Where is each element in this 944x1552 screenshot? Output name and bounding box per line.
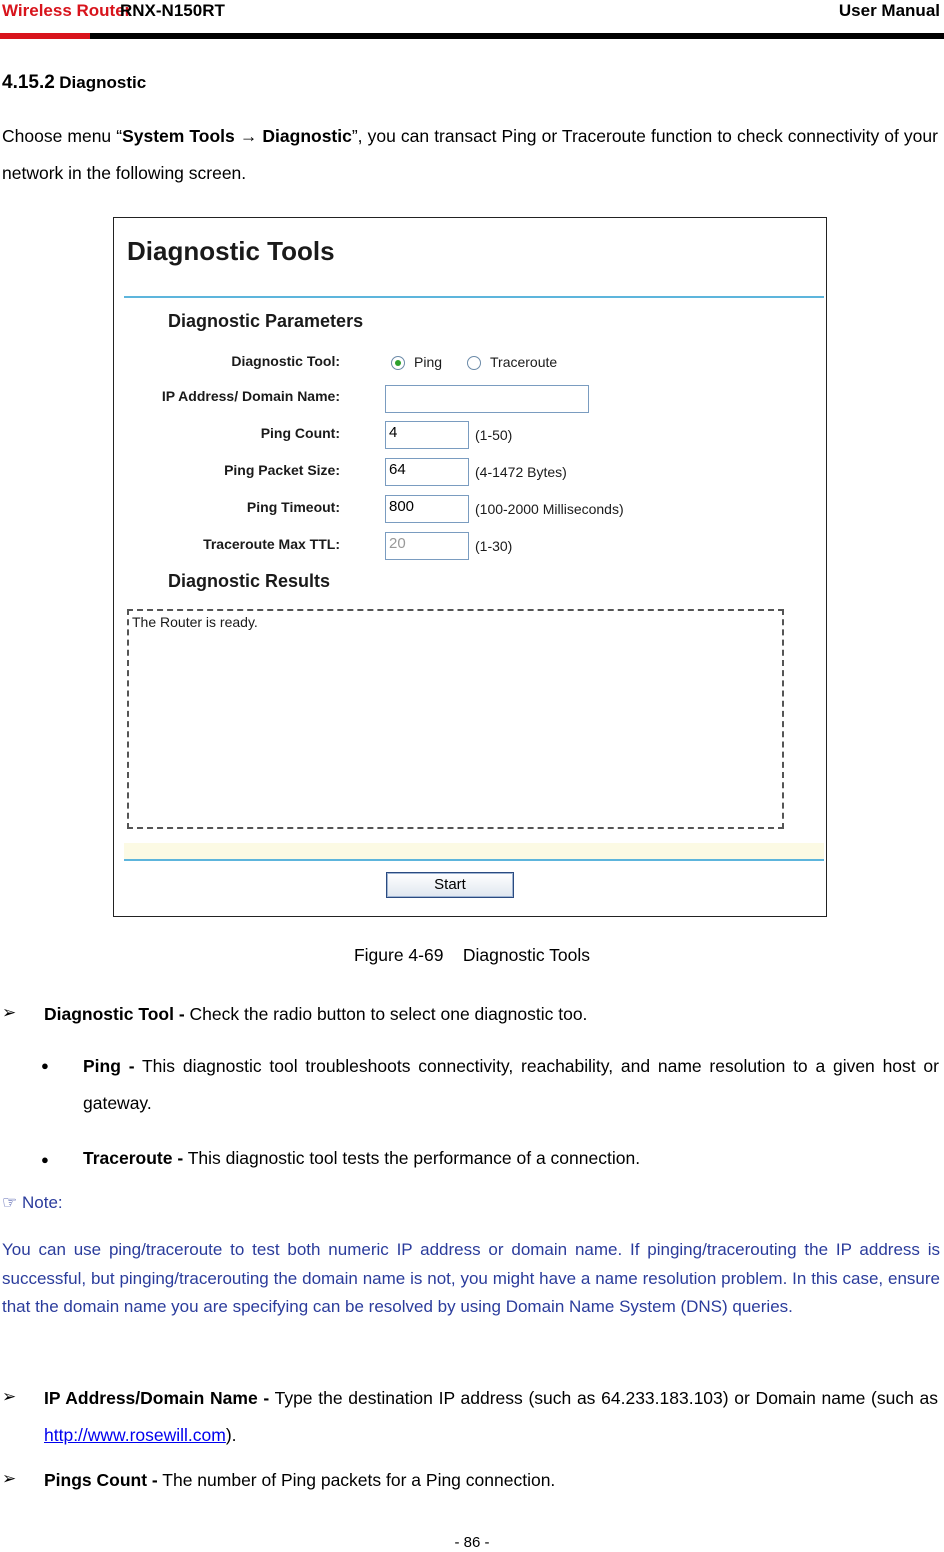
arrow-bullet-icon: ➢ (2, 1469, 17, 1488)
dot-bullet-icon: ● (41, 1058, 49, 1073)
intro-menu-path: System Tools → Diagnostic (122, 126, 352, 146)
item-ip-address (44, 1380, 938, 1454)
header-manual: User Manual (838, 1, 940, 20)
item-pings-count (44, 1462, 938, 1499)
header-model: RNX-N150RT (120, 1, 225, 20)
intro-paragraph (2, 118, 938, 192)
size-hint: (4-1472 Bytes) (475, 464, 567, 480)
header-rule-black (90, 33, 944, 39)
radio-ping[interactable] (391, 356, 405, 370)
diagnostic-tools-screenshot (113, 217, 827, 917)
page-header (0, 0, 944, 40)
item-traceroute (83, 1140, 939, 1177)
figure-bottom-rule (124, 859, 824, 861)
count-input[interactable]: 4 (385, 421, 469, 449)
params-heading: Diagnostic Parameters (168, 311, 364, 331)
tool-label: Diagnostic Tool: (231, 353, 340, 369)
item-count-text: The number of Ping packets for a Ping connection. (157, 1470, 556, 1490)
figure-caption: Figure 4-69 Diagnostic Tools (353, 945, 591, 965)
item-ip-text: Type the destination IP address (such as 64.233.183.103) or Domain name (such as (269, 1388, 938, 1408)
ip-label: IP Address/ Domain Name: (161, 388, 340, 404)
ip-input[interactable] (385, 385, 589, 413)
results-box (127, 609, 784, 829)
rosewill-link[interactable]: http://www.rosewill.com (44, 1425, 226, 1445)
item-diagnostic-tool (44, 996, 938, 1033)
arrow-bullet-icon: ➢ (2, 1003, 17, 1022)
item-traceroute-text: This diagnostic tool tests the performance of a connection. (183, 1148, 641, 1168)
results-heading: Diagnostic Results (168, 571, 331, 591)
ttl-input[interactable]: 20 (385, 532, 469, 560)
page-number: - 86 - (454, 1534, 490, 1551)
item-ip-end: ). (225, 1425, 237, 1445)
size-input[interactable]: 64 (385, 458, 469, 486)
arrow-bullet-icon: ➢ (2, 1387, 17, 1406)
timeout-input[interactable]: 800 (385, 495, 469, 523)
header-rule-red (0, 33, 90, 39)
item-count-bold: Pings Count - (44, 1470, 158, 1490)
timeout-hint: (100-2000 Milliseconds) (475, 501, 624, 517)
item-ping-text: This diagnostic tool troubleshoots connectivity, reachability, and name resolution to a given host or gateway. (83, 1056, 939, 1113)
size-label: Ping Packet Size: (224, 462, 340, 478)
intro-text-1: Choose menu “ (2, 126, 123, 146)
radio-traceroute[interactable] (467, 356, 481, 370)
section-name: Diagnostic (59, 73, 147, 92)
item-ip-bold: IP Address/Domain Name - (44, 1388, 270, 1408)
note-text: You can use ping/traceroute to test both numeric IP address or domain name. If pinging/tracerouting the IP address is successful, but pinging/tracerouting the domain name is not, you might have a name resolution problem. In this case, ensure that the domain name you are specifying can be resolved by using Domain Name System (DNS) queries. (2, 1240, 940, 1316)
note-label: Note: (21, 1193, 63, 1212)
pointing-hand-icon: ☞ (2, 1193, 18, 1212)
section-number: 4.15.2 (2, 72, 55, 93)
note-heading (2, 1193, 63, 1213)
count-hint: (1-50) (475, 427, 513, 443)
results-text: The Router is ready. (132, 614, 258, 630)
intro-text-2: ”, you can transact Ping or Traceroute function to check connectivity of your network in the following screen. (2, 126, 938, 183)
radio-ping-label: Ping (414, 354, 443, 370)
start-button[interactable]: Start (386, 872, 514, 898)
section-title (2, 72, 146, 94)
item-ping-bold: Ping - (83, 1056, 135, 1076)
count-label: Ping Count: (260, 425, 340, 441)
item-tool-bold: Diagnostic Tool - (44, 1004, 185, 1024)
header-brand: Wireless Router (2, 1, 132, 20)
item-tool-text: Check the radio button to select one diagnostic too. (184, 1004, 588, 1024)
timeout-label: Ping Timeout: (246, 499, 340, 515)
ttl-label: Traceroute Max TTL: (203, 536, 340, 552)
radio-traceroute-label: Traceroute (490, 354, 558, 370)
ttl-hint: (1-30) (475, 538, 513, 554)
item-ping (83, 1048, 939, 1122)
figure-page-title: Diagnostic Tools (127, 236, 335, 266)
item-traceroute-bold: Traceroute - (83, 1148, 184, 1168)
figure-top-rule (124, 296, 824, 298)
dot-bullet-icon: ● (41, 1152, 49, 1167)
